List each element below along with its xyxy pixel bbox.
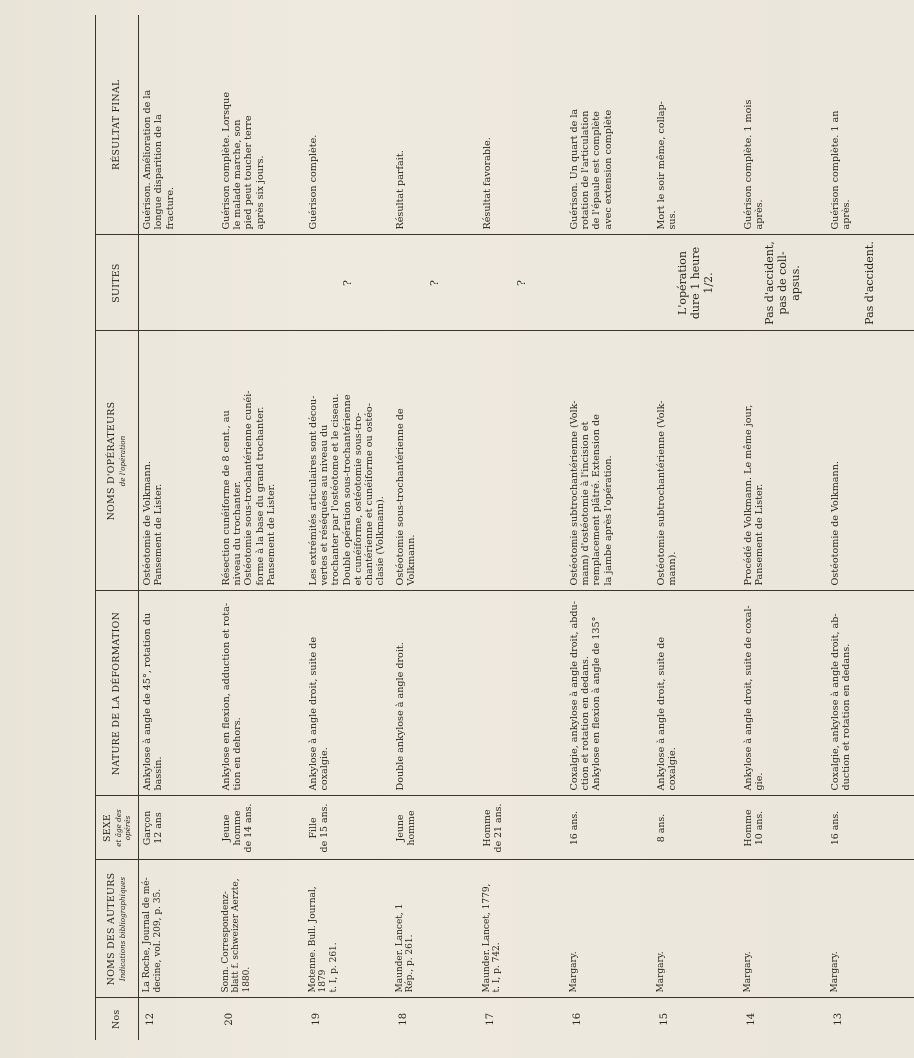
rotated-table-wrapper (95, 15, 876, 1040)
table-row (740, 15, 827, 1040)
cell-result (392, 15, 479, 235)
cell-result-line: après. (840, 199, 852, 230)
cell-operation-line: clasie (Volkmann). (375, 496, 387, 586)
cell-operation (392, 331, 479, 591)
cell-no (827, 998, 914, 1040)
cell-operation-line: Ostéotomie sous-trochantérienne cunéi- (243, 390, 255, 586)
cell-sex-line: homme (405, 810, 417, 846)
cell-suites (139, 235, 218, 331)
cell-operation-line: niveau du trochanter. (231, 481, 243, 586)
cell-no (653, 998, 740, 1040)
cell-suites (479, 235, 566, 331)
cell-no (218, 998, 305, 1040)
cell-operation-line: Résection cunéiforme de 8 cent., au (220, 410, 232, 586)
cell-nature (218, 591, 305, 796)
cell-author-line: Margary. (568, 951, 579, 993)
cell-sex-line: Homme (481, 809, 493, 847)
cell-no-line: 12 (145, 1012, 157, 1026)
cell-nature (566, 591, 653, 796)
table-row (305, 15, 392, 1040)
cell-result-line: le malade marche, son (231, 119, 243, 230)
cell-nature (653, 591, 740, 796)
cell-operation (653, 331, 740, 591)
cell-sex (392, 796, 479, 860)
cell-operation (566, 331, 653, 591)
cell-nature (479, 591, 566, 796)
cell-author-line: Sonn. Correspondenz- (220, 891, 231, 993)
cell-sex-line: Jeune (394, 814, 406, 842)
cell-result-line: Résultat favorable. (481, 137, 493, 230)
cell-operation-line: chantérienne et cunéiforme ou ostéo- (364, 403, 376, 586)
cell-operation-line: trochanter par l'ostéotome et le ciseau. (330, 393, 342, 586)
cell-author (827, 860, 914, 998)
cell-result (139, 15, 218, 235)
cell-suites (305, 235, 392, 331)
cell-result-line: pied peut toucher terre (243, 115, 255, 230)
cell-nature-line: Double ankylose à angle droit. (394, 642, 406, 791)
cell-author (218, 860, 305, 998)
header-suites: SUITES (96, 235, 139, 331)
cell-result-line: Guérison complète. Lorsque (220, 91, 232, 230)
cell-result-line: Guérison complète. (307, 134, 319, 230)
cell-sex-line: 16 ans. (829, 810, 841, 846)
cell-suites-line: Pas d'accident, pas de coll- (762, 241, 789, 325)
cell-no (139, 998, 218, 1040)
cell-sex-line: homme (231, 810, 243, 846)
cell-suites (566, 235, 653, 331)
cell-result-line: longue disparition de la (153, 114, 165, 230)
cell-operation-line: Pansement de Lister. (753, 483, 765, 586)
cell-operation-line: la jambe après l'opération. (602, 455, 614, 586)
cell-operation (827, 331, 914, 591)
cell-operation-line: Pansement de Lister. (153, 483, 165, 586)
cell-no-line: 19 (310, 1012, 322, 1026)
cell-sex-line: Jeune (220, 814, 232, 842)
cell-no-line: 20 (223, 1012, 235, 1026)
cell-suites-line: L'opération dure 1 heure 1/2. (675, 246, 715, 320)
cell-no (392, 998, 479, 1040)
cell-author (740, 860, 827, 998)
cell-sex-line: 10 ans. (753, 810, 765, 846)
cell-suites-line: ? (427, 280, 441, 286)
cell-operation-line: Ostéotomie subtrochantérienne (Volk- (568, 400, 580, 586)
cell-author-line: Margary. (829, 951, 840, 993)
cell-nature (827, 591, 914, 796)
cell-result-line: sus. (666, 210, 678, 230)
cell-sex-line: de 15 ans. (318, 803, 330, 853)
cell-operation-line: Ostéotomie de Volkmann. (829, 461, 841, 586)
cell-result-line: Guérison. Amélioration de la (142, 89, 154, 230)
cell-result (740, 15, 827, 235)
cell-author-line: Maunder. Lancet, 1779, (481, 883, 492, 993)
cell-nature-line: tion en dehors. (231, 717, 243, 791)
cell-author-line: La Roche, Journal de mé- (142, 877, 153, 993)
cell-author-line: decine, vol. 209, p. 35. (152, 888, 163, 993)
cell-sex (653, 796, 740, 860)
cell-nature-line: Coxalgie, ankylose à angle droit, ab- (829, 613, 841, 791)
cell-author (566, 860, 653, 998)
cell-nature (305, 591, 392, 796)
cell-suites (653, 235, 740, 331)
cell-operation-line: mann) d'ostéotomie à l'incision et (579, 421, 591, 586)
cell-result-line: Guérison complète. 1 an (829, 110, 841, 230)
cell-operation-line: vertes et réséquées au niveau du (318, 424, 330, 586)
cell-nature-line: Ankylose à angle droit, suite de coxal- (742, 605, 754, 791)
table-row (827, 15, 914, 1040)
cell-nature-line: Ankylose à angle droit, suite de coxalgie. (655, 636, 678, 791)
cell-no-line: 17 (484, 1012, 496, 1026)
header-row (96, 15, 139, 1040)
cell-sex (740, 796, 827, 860)
cell-suites-line: ? (340, 280, 354, 286)
cell-sex (139, 796, 218, 860)
cell-no (740, 998, 827, 1040)
cell-suites-line: apsus. (788, 265, 802, 301)
cell-result (827, 15, 914, 235)
cell-nature (392, 591, 479, 796)
cell-author (305, 860, 392, 998)
cell-sex-line: 12 ans (153, 812, 165, 844)
cell-nature-line: bassin. (153, 756, 165, 791)
cell-sex (827, 796, 914, 860)
table-row (566, 15, 653, 1040)
cell-author-line: Motenne. Bull. Journal, 1879 (307, 886, 329, 993)
cell-operation-line: Ostéotomie de Volkmann. (142, 461, 154, 586)
cell-nature-line: Ankylose à angle droit, suite de coxalgie. (307, 636, 330, 791)
table-row (479, 15, 566, 1040)
cell-author-line: Maunder. Lancet, 1 (394, 903, 405, 993)
cell-sex (218, 796, 305, 860)
cell-result-line: rotation de l'articulation (579, 110, 591, 230)
cell-operation-line: Procédé de Volkmann. Le même jour, (742, 404, 754, 586)
cell-author-line: blatt f. schweizer Aerzte, (231, 878, 242, 993)
cell-nature (139, 591, 218, 796)
cell-result-line: de l'épaule est complète (591, 111, 603, 230)
cell-nature-line: Ankylose en flexion, adduction et rota- (220, 602, 232, 791)
cell-result (218, 15, 305, 235)
cell-result-line: Guérison complète. 1 mois (742, 99, 754, 230)
cell-suites (827, 235, 914, 331)
cell-result-line: Mort le soir même, collap- (655, 101, 667, 230)
header-result: RÉSULTAT FINAL (96, 15, 139, 235)
cell-author (653, 860, 740, 998)
cell-result-line: fracture. (164, 186, 176, 230)
table-row (218, 15, 305, 1040)
cell-suites-line: ? (514, 280, 528, 286)
cell-operation (139, 331, 218, 591)
cell-nature-line: ction et rotation en dedans. (579, 656, 591, 791)
cell-operation-line: remplacement plâtré. Extension de (591, 414, 603, 586)
cell-sex-line: de 21 ans. (492, 803, 504, 853)
cell-operation-line: et cunéiforme, ostéotomie sous-tro- (352, 412, 364, 586)
cell-operation (740, 331, 827, 591)
cell-sex-line: de 14 ans. (242, 803, 254, 853)
cell-result (479, 15, 566, 235)
cell-no-line: 13 (832, 1012, 844, 1026)
cell-suites (218, 235, 305, 331)
cell-nature-line: duction et rotation en dedans. (840, 643, 852, 791)
cell-nature (740, 591, 827, 796)
cell-operation (305, 331, 392, 591)
cell-operation-line: Volkmann. (405, 534, 417, 586)
cell-no (566, 998, 653, 1040)
case-table (95, 15, 914, 1040)
cell-result-line: avec extension complète (602, 109, 614, 230)
cell-operation-line: Les extrémités articulaires sont décou- (307, 395, 319, 586)
cell-operation (479, 331, 566, 591)
cell-nature-line: Coxalgie, ankylose à angle droit, abdu- (568, 601, 580, 791)
header-operation: NOMS D'OPÉRATEURS de l'opération (96, 331, 139, 591)
cell-author-line: 1880. (241, 966, 252, 993)
cell-result-line: après. (753, 199, 765, 230)
cell-suites (740, 235, 827, 331)
cell-author-line: Rép., p. 261. (405, 934, 416, 993)
cell-nature-line: Ankylose à angle de 45°, rotation du (142, 612, 154, 791)
cell-result-line: après six jours. (254, 155, 266, 230)
cell-sex-line: Homme (742, 809, 754, 847)
cell-no-line: 14 (745, 1012, 757, 1026)
cell-no-line: 18 (397, 1012, 409, 1026)
cell-no-line: 16 (571, 1012, 583, 1026)
cell-sex-line: 8 ans. (655, 813, 667, 843)
cell-operation-line: Ostéotomie subtrochantérienne (Volk- (655, 400, 667, 586)
cell-author-line: Margary. (655, 951, 666, 993)
table-row (392, 15, 479, 1040)
cell-operation-line: Pansement de Lister. (265, 483, 277, 586)
header-no: Nos (96, 998, 139, 1040)
cell-nature-line: gie. (753, 772, 765, 791)
cell-author (392, 860, 479, 998)
cell-author-line: t. I, p. 742. (492, 942, 503, 993)
cell-result (566, 15, 653, 235)
header-nature: NATURE DE LA DÉFORMATION (96, 591, 139, 796)
cell-sex-line: Garçon (142, 810, 154, 846)
cell-sex-line: 16 ans. (568, 810, 580, 846)
cell-suites-line: Pas d'accident. (862, 241, 876, 325)
cell-operation-line: mann). (666, 551, 678, 586)
cell-operation-line: Double opération sous-trochantérienne (341, 394, 353, 586)
table-row (653, 15, 740, 1040)
cell-no (479, 998, 566, 1040)
cell-sex (305, 796, 392, 860)
cell-sex (479, 796, 566, 860)
table-row (139, 15, 218, 1040)
cell-author (139, 860, 218, 998)
cell-author (479, 860, 566, 998)
header-authors: NOMS DES AUTEURS Indications bibliographiques (96, 860, 139, 998)
cell-no (305, 998, 392, 1040)
cell-result (653, 15, 740, 235)
cell-result-line: Guérison. Un quart de la (568, 108, 580, 230)
header-sex: SEXE et âge des opérés (96, 796, 139, 860)
cell-result (305, 15, 392, 235)
cell-operation-line: forme à la base du grand trochanter. (254, 406, 266, 586)
cell-result-line: Résultat parfait. (394, 150, 406, 230)
cell-author-line: Margary. (742, 951, 753, 993)
cell-suites (392, 235, 479, 331)
cell-operation (218, 331, 305, 591)
cell-operation-line: Ostéotomie sous-trochantérienne de (394, 408, 406, 586)
cell-sex (566, 796, 653, 860)
cell-no-line: 15 (658, 1012, 670, 1026)
cell-nature-line: Ankylose en flexion à angle de 135° (591, 616, 603, 791)
cell-sex-line: Fille (307, 817, 319, 839)
cell-author-line: t. I, p. 261. (328, 942, 339, 993)
